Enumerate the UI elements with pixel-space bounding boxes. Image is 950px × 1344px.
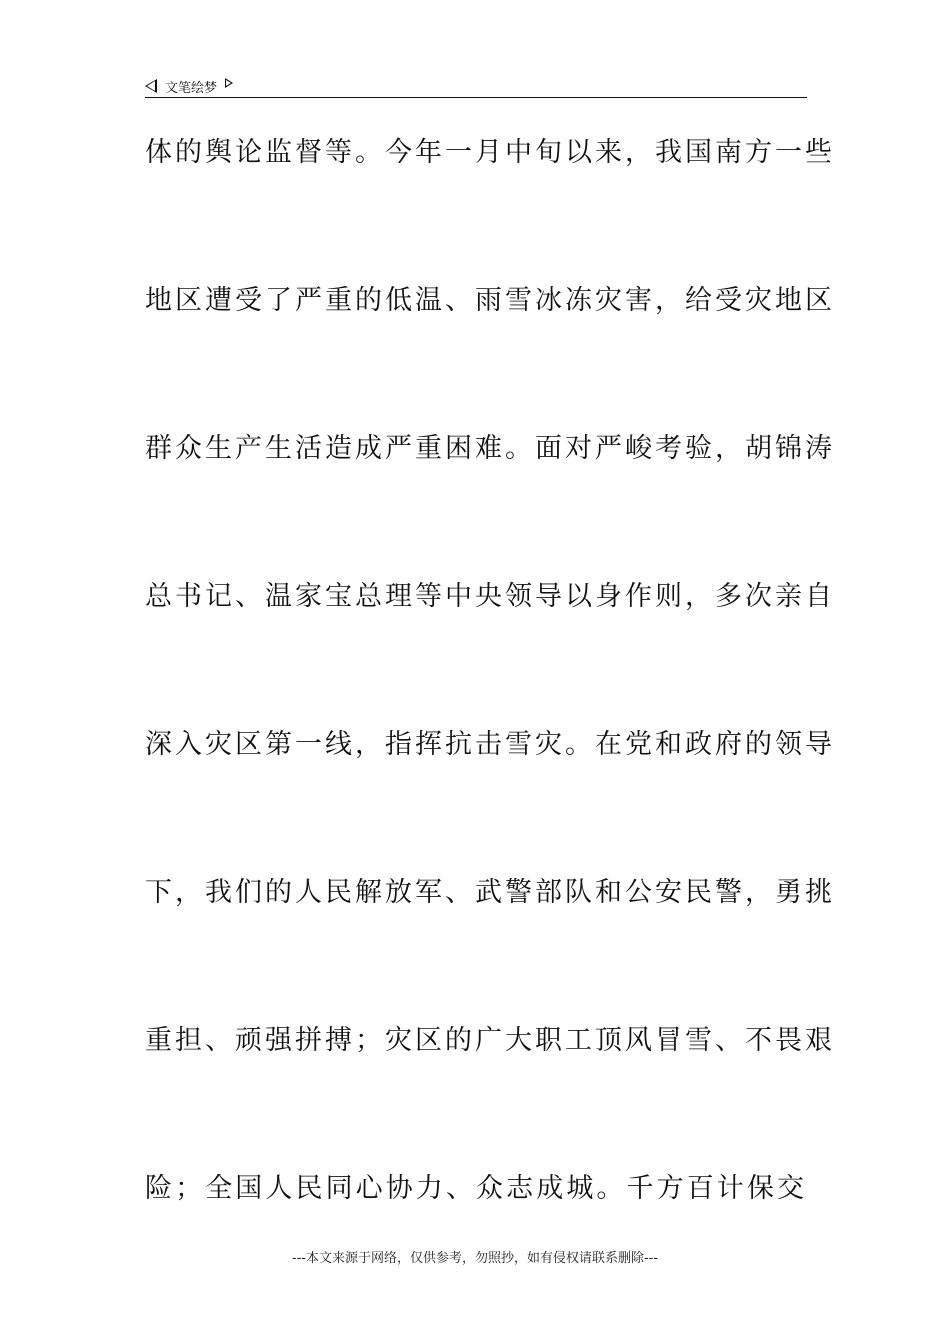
body-line: 体的舆论监督等。今年一月中旬以来，我国南方一些 (145, 137, 835, 168)
body-line: 险；全国人民同心协力、众志成城。千方百计保交 (145, 1173, 807, 1204)
body-line: 地区遭受了严重的低温、雨雪冰冻灾害，给受灾地区 (145, 285, 835, 316)
document-body (145, 128, 835, 1312)
header-title: 文笔绘梦 (165, 80, 218, 96)
page-footer: ---本文来源于网络，仅供参考，勿照抄，如有侵权请联系删除--- (291, 1251, 659, 1266)
body-line: 重担、顽强拼搏；灾区的广大职工顶风冒雪、不畏艰 (145, 1025, 835, 1056)
triangle-left-icon (145, 79, 157, 93)
page-header (145, 74, 807, 98)
body-line: 下，我们的人民解放军、武警部队和公安民警，勇挑 (145, 877, 835, 908)
body-line: 深入灾区第一线，指挥抗击雪灾。在党和政府的领导 (145, 729, 835, 760)
body-line: 总书记、温家宝总理等中央领导以身作则，多次亲自 (145, 581, 835, 612)
body-line: 群众生产生活造成严重困难。面对严峻考验，胡锦涛 (145, 433, 835, 464)
triangle-right-icon (225, 78, 233, 88)
header-divider (145, 97, 807, 98)
